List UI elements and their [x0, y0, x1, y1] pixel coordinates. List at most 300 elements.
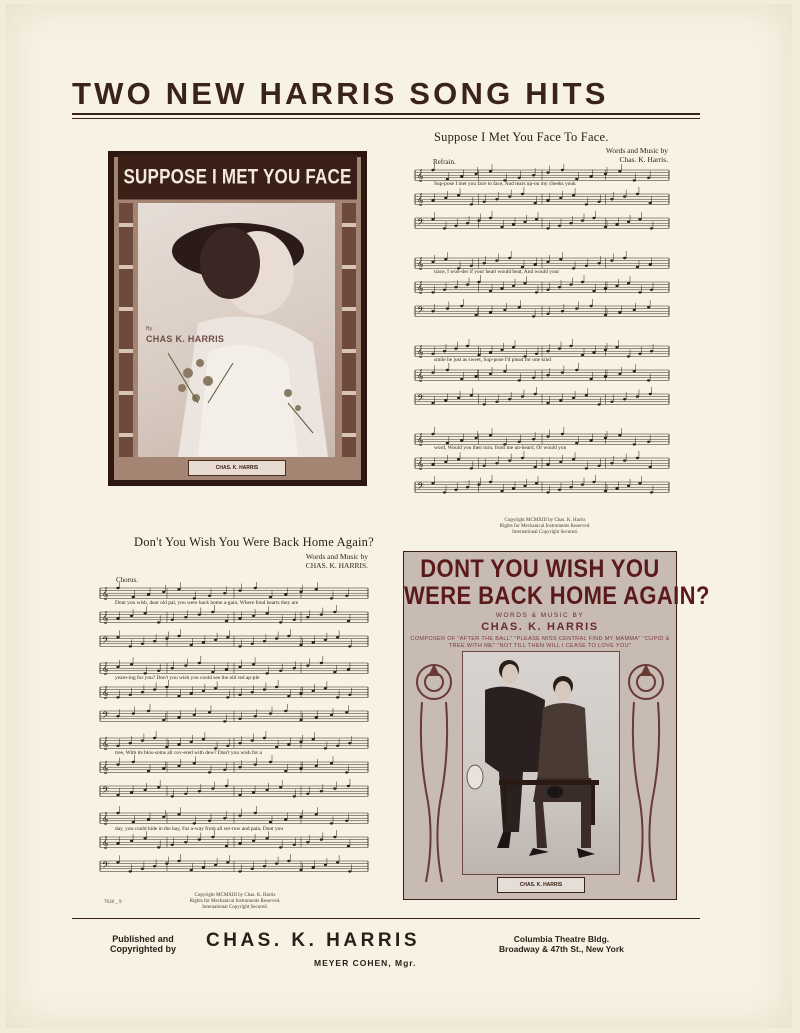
- note-head: [470, 394, 473, 396]
- song2-copyright-line: Copyright MCMXIII by Chas. K. Harris: [194, 893, 276, 898]
- note-head: [610, 198, 613, 200]
- note-head: [324, 687, 327, 689]
- note-head: [572, 267, 575, 269]
- note-head: [535, 291, 538, 293]
- note-head: [604, 375, 607, 377]
- note-head: [165, 686, 168, 688]
- note-head: [214, 864, 217, 866]
- note-head: [638, 482, 641, 484]
- note-head: [252, 791, 255, 793]
- note-head: [177, 765, 180, 767]
- note-head: [129, 694, 132, 696]
- page-headline: TWO NEW HARRIS SONG HITS: [72, 76, 609, 111]
- note-head: [521, 266, 524, 268]
- note-head: [324, 864, 327, 866]
- note-head: [623, 459, 626, 461]
- note-head: [558, 225, 561, 227]
- note-head: [561, 371, 564, 373]
- note-head: [460, 378, 463, 380]
- note-head: [460, 439, 463, 441]
- note-head: [627, 355, 630, 357]
- clef-icon: 𝄞: [417, 369, 424, 382]
- clef-icon: 𝄞: [417, 345, 424, 358]
- song2-cover-title-line1: DONT YOU WISH YOU: [420, 554, 660, 583]
- song1-cover: [108, 151, 367, 486]
- note-head: [299, 767, 302, 769]
- note-head: [477, 483, 480, 485]
- note-head: [275, 637, 278, 639]
- note-head: [132, 821, 135, 823]
- note-head: [558, 286, 561, 288]
- note-head: [443, 350, 446, 352]
- note-head: [157, 670, 160, 672]
- headline-rule-bottom: [72, 118, 700, 119]
- note-head: [266, 789, 269, 791]
- note-head: [590, 305, 593, 307]
- publisher-address-line2: Broadway & 47th St., New York: [499, 944, 624, 954]
- note-head: [546, 289, 549, 291]
- note-head: [171, 844, 174, 846]
- note-head: [615, 487, 618, 489]
- note-head: [254, 715, 257, 717]
- note-head: [153, 640, 156, 642]
- note-head: [559, 461, 562, 463]
- note-head: [569, 486, 572, 488]
- note-head: [312, 738, 315, 740]
- note-head: [116, 666, 119, 668]
- note-head: [431, 463, 434, 465]
- note-head: [523, 282, 526, 284]
- note-head: [348, 870, 351, 872]
- note-head: [569, 345, 572, 347]
- note-head: [477, 219, 480, 221]
- song1-copyright: [490, 518, 600, 536]
- note-head: [477, 354, 480, 356]
- note-head: [287, 635, 290, 637]
- note-head: [345, 595, 348, 597]
- note-head: [333, 671, 336, 673]
- note-head: [483, 403, 486, 405]
- note-head: [470, 467, 473, 469]
- publisher-manager: MEYER COHEN, Mgr.: [314, 958, 417, 968]
- note-head: [512, 223, 515, 225]
- note-head: [446, 178, 449, 180]
- note-head: [226, 745, 229, 747]
- song2-chorus-label: Chorus.: [116, 576, 138, 584]
- note-head: [129, 742, 132, 744]
- published-by-line2: Copyrighted by: [110, 944, 177, 954]
- note-head: [559, 399, 562, 401]
- note-head: [157, 846, 160, 848]
- song1-lyric-line: word, Would you then turn, from me un-heard, Or would you: [434, 445, 567, 451]
- note-head: [312, 641, 315, 643]
- note-head: [495, 462, 498, 464]
- note-head: [132, 761, 135, 763]
- note-head: [333, 611, 336, 613]
- song1-copyright-line: Copyright MCMXIII by Chas. K. Harris: [504, 518, 586, 523]
- clef-icon: 𝄞: [102, 761, 109, 774]
- note-head: [575, 369, 578, 371]
- note-head: [633, 179, 636, 181]
- note-head: [315, 813, 318, 815]
- note-head: [266, 837, 269, 839]
- note-head: [650, 289, 653, 291]
- note-head: [162, 767, 165, 769]
- note-head: [190, 644, 193, 646]
- song1-copyright-line: International Copyright Secured.: [512, 530, 578, 535]
- note-head: [590, 439, 593, 441]
- note-head: [279, 621, 282, 623]
- song1-lyric-line: Sup-pose I met you face to face, And tears up-on my cheeks youk: [434, 181, 576, 187]
- note-head: [238, 794, 241, 796]
- note-head: [293, 844, 296, 846]
- note-head: [466, 345, 469, 347]
- note-head: [561, 433, 564, 435]
- clef-icon: 𝄢: [417, 481, 425, 494]
- note-head: [444, 258, 447, 260]
- note-head: [225, 845, 228, 847]
- note-head: [446, 369, 449, 371]
- song2-lyric-line: tree, With its blos-soms all cov-ered with dew? Don't you wish for a: [115, 750, 262, 756]
- note-head: [500, 226, 503, 228]
- note-head: [546, 227, 549, 229]
- note-head: [575, 442, 578, 444]
- note-head: [512, 285, 515, 287]
- note-head: [214, 687, 217, 689]
- note-head: [431, 218, 434, 220]
- song1-cover-ornament-left: [119, 203, 133, 457]
- note-head: [214, 639, 217, 641]
- publisher-name: CHAS. K. HARRIS: [206, 930, 421, 951]
- song1-score: [413, 164, 671, 512]
- note-head: [116, 842, 119, 844]
- note-head: [431, 199, 434, 201]
- note-head: [534, 393, 537, 395]
- note-head: [315, 588, 318, 590]
- clef-icon: 𝄞: [102, 662, 109, 675]
- note-head: [444, 197, 447, 199]
- note-head: [572, 458, 575, 460]
- note-head: [153, 865, 156, 867]
- note-head: [130, 840, 133, 842]
- note-head: [147, 818, 150, 820]
- note-head: [312, 690, 315, 692]
- note-head: [202, 641, 205, 643]
- note-head: [238, 718, 241, 720]
- note-head: [470, 203, 473, 205]
- note-head: [649, 393, 652, 395]
- note-head: [559, 197, 562, 199]
- note-head: [532, 438, 535, 440]
- note-head: [211, 611, 214, 613]
- note-head: [238, 589, 241, 591]
- song2-cover-words-label: WORDS & MUSIC BY: [495, 612, 585, 619]
- note-head: [443, 289, 446, 291]
- clef-icon: 𝄢: [102, 860, 110, 873]
- note-head: [320, 662, 323, 664]
- note-head: [546, 402, 549, 404]
- note-head: [460, 305, 463, 307]
- song1-lyric-line: trace, I won-der if your heart would beat, And would your: [434, 269, 560, 275]
- song1-credit-line1: Words and Music by: [605, 146, 668, 155]
- note-head: [275, 862, 278, 864]
- note-head: [306, 793, 309, 795]
- note-head: [238, 814, 241, 816]
- published-by-label: [110, 934, 176, 954]
- note-head: [336, 745, 339, 747]
- note-head: [623, 398, 626, 400]
- note-head: [193, 822, 196, 824]
- note-head: [266, 612, 269, 614]
- clef-icon: 𝄢: [102, 635, 110, 648]
- note-head: [116, 617, 119, 619]
- song2-copyright-line: Rights for Mechanical Instruments Reserved.: [189, 899, 281, 904]
- note-head: [508, 195, 511, 197]
- note-head: [299, 644, 302, 646]
- footer-rule: [72, 918, 700, 919]
- note-head: [129, 870, 132, 872]
- note-head: [604, 437, 607, 439]
- note-head: [165, 862, 168, 864]
- note-head: [225, 620, 228, 622]
- note-head: [532, 377, 535, 379]
- note-head: [165, 637, 168, 639]
- note-head: [489, 481, 492, 483]
- note-head: [177, 743, 180, 745]
- note-head: [518, 441, 521, 443]
- note-head: [345, 820, 348, 822]
- song2-score-svg: [98, 582, 370, 878]
- note-head: [177, 588, 180, 590]
- note-head: [633, 370, 636, 372]
- note-head: [116, 696, 119, 698]
- note-head: [649, 263, 652, 265]
- clef-icon: 𝄞: [417, 169, 424, 182]
- note-head: [144, 612, 147, 614]
- clef-icon: 𝄢: [102, 710, 110, 723]
- note-head: [647, 177, 650, 179]
- note-head: [598, 201, 601, 203]
- note-head: [177, 695, 180, 697]
- song2-cover-publisher: CHAS. K. HARRIS: [497, 877, 585, 893]
- song1-cover-ornament-right: [342, 203, 356, 457]
- note-head: [223, 592, 226, 594]
- note-head: [177, 860, 180, 862]
- note-head: [254, 763, 257, 765]
- song2-plate-number: 7618 _ 9: [104, 900, 122, 905]
- note-head: [198, 838, 201, 840]
- note-head: [431, 482, 434, 484]
- note-head: [647, 379, 650, 381]
- note-head: [495, 259, 498, 261]
- note-head: [633, 443, 636, 445]
- note-head: [431, 169, 434, 171]
- note-head: [251, 643, 254, 645]
- note-head: [211, 671, 214, 673]
- note-head: [534, 202, 537, 204]
- note-head: [457, 458, 460, 460]
- note-head: [627, 485, 630, 487]
- note-head: [293, 795, 296, 797]
- song2-cover-composer-note: COMPOSER OF "AFTER THE BALL" "PLEASE MISS CENTRAL FIND MY MAMMA" "CUPID & TREE WITH ME" "NOT TILL THEN WILL I CEASE TO LOVE YOU": [410, 636, 670, 649]
- note-head: [132, 712, 135, 714]
- note-head: [585, 394, 588, 396]
- note-head: [330, 762, 333, 764]
- note-head: [532, 174, 535, 176]
- note-head: [348, 645, 351, 647]
- note-head: [575, 307, 578, 309]
- note-head: [347, 620, 350, 622]
- note-head: [116, 794, 119, 796]
- note-head: [569, 222, 572, 224]
- note-head: [477, 281, 480, 283]
- note-head: [627, 221, 630, 223]
- note-head: [287, 860, 290, 862]
- song2-lyric-line: day, you could hide in the hay, Far a-way from all sor-row and pain, Dont you: [115, 826, 284, 832]
- note-head: [489, 170, 492, 172]
- note-head: [431, 371, 434, 373]
- note-head: [443, 491, 446, 493]
- note-head: [299, 719, 302, 721]
- clef-icon: 𝄢: [417, 217, 425, 230]
- note-head: [306, 841, 309, 843]
- note-head: [558, 489, 561, 491]
- note-head: [130, 663, 133, 665]
- note-head: [521, 395, 524, 397]
- note-head: [132, 596, 135, 598]
- note-head: [345, 711, 348, 713]
- note-head: [546, 374, 549, 376]
- note-head: [171, 619, 174, 621]
- note-head: [618, 311, 621, 313]
- song2-lyric-line: yearn-ing for you? Don't you wish you could see the old red ap-ple: [115, 675, 260, 681]
- note-head: [347, 668, 350, 670]
- note-head: [512, 487, 515, 489]
- note-head: [116, 812, 119, 814]
- clef-icon: 𝄞: [102, 737, 109, 750]
- note-head: [610, 401, 613, 403]
- note-head: [238, 617, 241, 619]
- note-head: [116, 861, 119, 863]
- note-head: [585, 467, 588, 469]
- clef-icon: 𝄞: [102, 611, 109, 624]
- note-head: [500, 287, 503, 289]
- note-head: [147, 593, 150, 595]
- note-head: [144, 837, 147, 839]
- note-head: [238, 842, 241, 844]
- note-head: [534, 466, 537, 468]
- song2-copyright-line: International Copyright Secured.: [202, 905, 268, 910]
- note-head: [454, 286, 457, 288]
- note-head: [647, 441, 650, 443]
- published-by-line1: Published and: [112, 934, 174, 944]
- note-head: [604, 349, 607, 351]
- note-head: [208, 771, 211, 773]
- note-head: [347, 845, 350, 847]
- song1-credit: [580, 146, 668, 164]
- note-head: [226, 861, 229, 863]
- song2-cover-author: CHAS. K. HARRIS: [481, 621, 599, 633]
- note-head: [431, 310, 434, 312]
- note-head: [518, 379, 521, 381]
- song2-title: Don't You Wish You Were Back Home Again?: [134, 535, 374, 549]
- note-head: [489, 373, 492, 375]
- note-head: [546, 350, 549, 352]
- note-head: [299, 692, 302, 694]
- note-head: [590, 175, 593, 177]
- note-head: [581, 219, 584, 221]
- note-head: [223, 720, 226, 722]
- note-head: [581, 281, 584, 283]
- note-head: [546, 199, 549, 201]
- note-head: [269, 821, 272, 823]
- note-head: [177, 635, 180, 637]
- note-head: [604, 490, 607, 492]
- note-head: [141, 739, 144, 741]
- song2-cover-photo: [462, 651, 620, 875]
- note-head: [500, 349, 503, 351]
- note-head: [475, 173, 478, 175]
- note-head: [266, 672, 269, 674]
- note-head: [512, 346, 515, 348]
- note-head: [521, 193, 524, 195]
- note-head: [590, 378, 593, 380]
- note-head: [141, 643, 144, 645]
- note-head: [315, 765, 318, 767]
- note-head: [559, 258, 562, 260]
- note-head: [208, 820, 211, 822]
- note-head: [535, 482, 538, 484]
- note-head: [575, 178, 578, 180]
- note-head: [279, 670, 282, 672]
- note-head: [211, 836, 214, 838]
- note-head: [116, 587, 119, 589]
- note-head: [649, 202, 652, 204]
- note-head: [198, 790, 201, 792]
- song2-cover-title-line2: WERE BACK HOME AGAIN?: [404, 581, 710, 610]
- note-head: [592, 217, 595, 219]
- note-head: [475, 375, 478, 377]
- note-head: [198, 613, 201, 615]
- note-head: [223, 817, 226, 819]
- song1-credit-line2: Chas. K. Harris.: [619, 155, 668, 164]
- song2-score: [98, 582, 370, 878]
- note-head: [251, 868, 254, 870]
- note-head: [144, 789, 147, 791]
- note-head: [444, 399, 447, 401]
- note-head: [336, 696, 339, 698]
- note-head: [561, 310, 564, 312]
- note-head: [238, 694, 241, 696]
- note-head: [546, 463, 549, 465]
- note-head: [495, 401, 498, 403]
- song2-copyright: [180, 893, 290, 911]
- note-head: [157, 786, 160, 788]
- note-head: [226, 696, 229, 698]
- note-head: [324, 747, 327, 749]
- note-head: [581, 483, 584, 485]
- note-head: [592, 290, 595, 292]
- note-head: [223, 769, 226, 771]
- publisher-address-line1: Columbia Theatre Bldg.: [513, 934, 610, 944]
- note-head: [546, 491, 549, 493]
- note-head: [638, 353, 641, 355]
- song1-score-svg: [413, 164, 671, 512]
- note-head: [460, 175, 463, 177]
- clef-icon: 𝄢: [417, 305, 425, 318]
- note-head: [581, 354, 584, 356]
- note-head: [345, 771, 348, 773]
